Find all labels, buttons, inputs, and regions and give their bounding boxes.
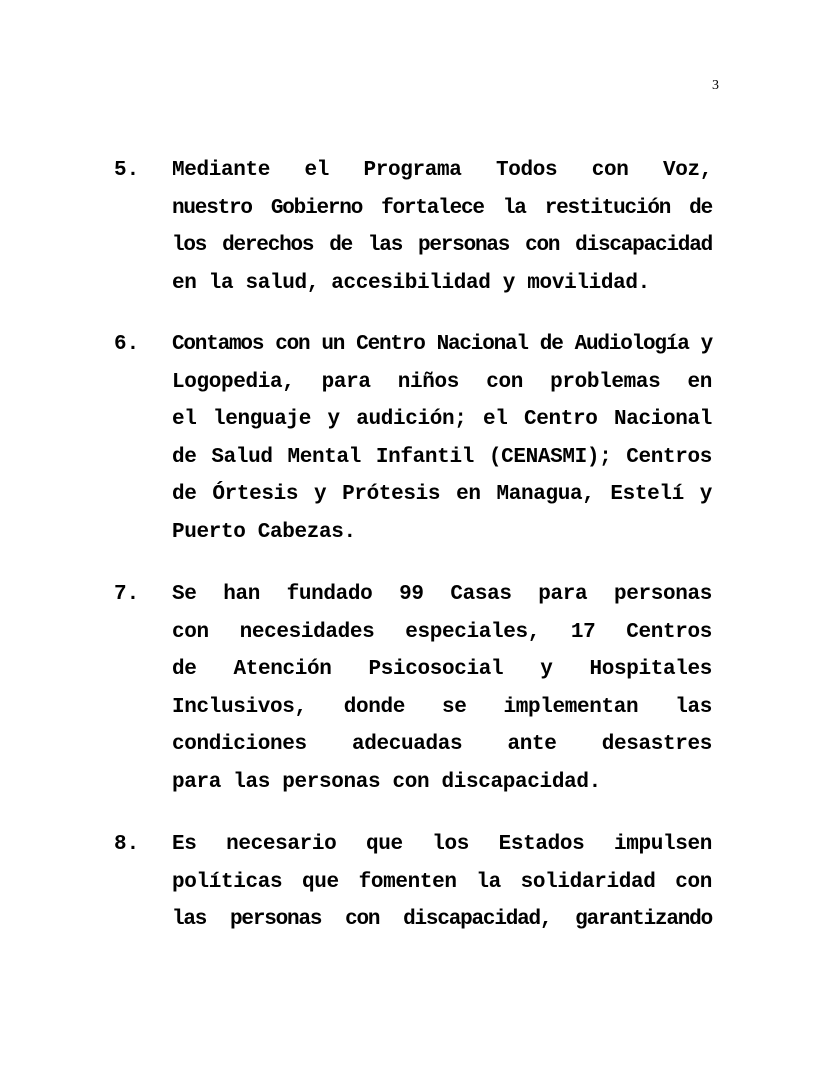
list-item (114, 826, 712, 939)
item-number: 8. (114, 833, 140, 856)
text-line: en la salud, accesibilidad y movilidad. (172, 271, 650, 295)
text-line: con necesidades especiales, 17 Centros (172, 620, 712, 644)
page-number: 3 (712, 78, 719, 93)
list-item (114, 326, 712, 551)
text-line: los derechos de las personas con discapacidad (172, 234, 712, 257)
text-line: Es necesario que los Estados impulsen (172, 833, 712, 856)
item-text (172, 152, 712, 302)
text-line: Logopedia, para niños con problemas en (172, 370, 712, 394)
item-number: 6. (114, 333, 140, 356)
item-text (172, 826, 712, 939)
text-line: Inclusivos, donde se implementan las (172, 695, 712, 719)
item-text (172, 576, 712, 801)
item-number: 7. (114, 583, 140, 606)
text-line: Mediante el Programa Todos con Voz, (172, 159, 712, 182)
text-line: nuestro Gobierno fortalece la restitución de (172, 196, 712, 220)
text-line: el lenguaje y audición; el Centro Nacional (172, 408, 712, 431)
item-text (172, 326, 712, 551)
text-line: de Atención Psicosocial y Hospitales (172, 658, 712, 681)
text-line: las personas con discapacidad, garantizando (172, 908, 712, 931)
text-line: Puerto Cabezas. (172, 520, 356, 544)
text-line: Contamos con un Centro Nacional de Audiología y (172, 333, 712, 356)
text-line: políticas que fomenten la solidaridad con (172, 870, 712, 894)
text-line: Se han fundado 99 Casas para personas (172, 583, 712, 606)
text-line: condiciones adecuadas ante desastres (172, 733, 712, 756)
text-line: para las personas con discapacidad. (172, 770, 601, 794)
item-number: 5. (114, 159, 140, 182)
text-line: de Órtesis y Prótesis en Managua, Estelí y (172, 483, 712, 506)
list-item (114, 152, 712, 302)
text-line: de Salud Mental Infantil (CENASMI); Centros (172, 445, 712, 469)
list-item (114, 576, 712, 801)
